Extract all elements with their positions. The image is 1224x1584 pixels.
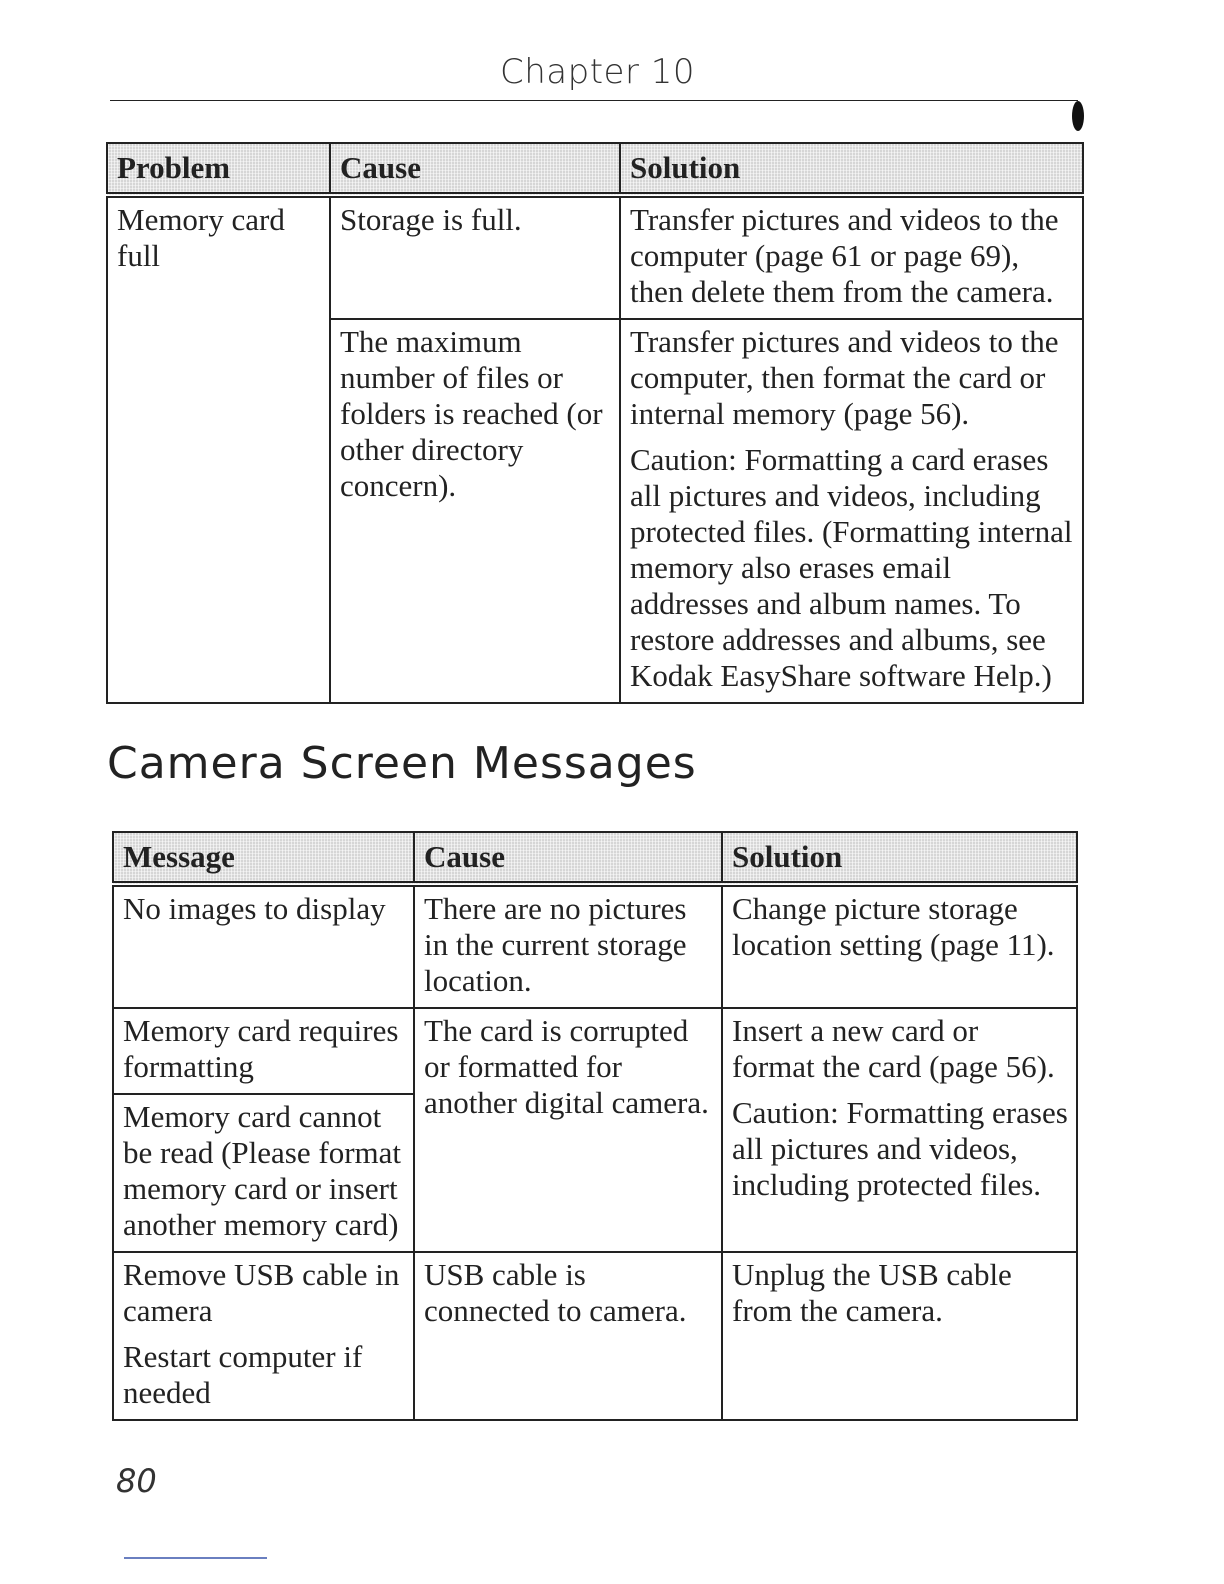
chapter-header <box>110 52 1085 132</box>
message-text: Remove USB cable in camera <box>123 1257 400 1328</box>
solution-text: Transfer pictures and videos to the computer (page 61 or page 69), then delete them from the camera. <box>630 202 1059 309</box>
cause-cell: There are no pictures in the current storage location. <box>414 884 722 1008</box>
solution-cell <box>620 195 1083 319</box>
solution-text: Insert a new card or format the card (page 56). <box>732 1013 1055 1084</box>
table-row <box>113 884 1077 1008</box>
message-text: Restart computer if needed <box>123 1339 363 1410</box>
cause-cell: Storage is full. <box>330 195 620 319</box>
problem-cell: Memory card full <box>107 195 330 703</box>
caution-text: Caution: Formatting erases all pictures and videos, including protected files. <box>732 1095 1068 1202</box>
page-number: 80 <box>116 1462 157 1500</box>
caution-text: Caution: Formatting a card erases all pictures and videos, including protected files. (Formatting internal memory also erases email addresses and album names. To restore addresses and albums, see Kodak EasyShare software Help.) <box>630 442 1073 693</box>
column-header-solution: Solution <box>620 143 1083 195</box>
table-header-row <box>107 143 1083 195</box>
message-cell: No images to display <box>113 884 414 1008</box>
table-header-row <box>113 832 1077 884</box>
solution-cell: Unplug the USB cable from the camera. <box>722 1252 1077 1420</box>
message-cell <box>113 1252 414 1420</box>
problems-table <box>106 142 1084 704</box>
cause-cell: USB cable is connected to camera. <box>414 1252 722 1420</box>
footer-rule <box>124 1557 267 1559</box>
column-header-message: Message <box>113 832 414 884</box>
section-title: Camera Screen Messages <box>107 738 697 789</box>
cause-cell: The card is corrupted or formatted for another digital camera. <box>414 1008 722 1252</box>
column-header-cause: Cause <box>330 143 620 195</box>
table-row <box>113 1008 1077 1094</box>
column-header-problem: Problem <box>107 143 330 195</box>
message-cell: Memory card cannot be read (Please format memory card or insert another memory card) <box>113 1094 414 1252</box>
chapter-title: Chapter 10 <box>499 52 695 92</box>
column-header-cause: Cause <box>414 832 722 884</box>
cause-cell: The maximum number of files or folders is reached (or other directory concern). <box>330 319 620 703</box>
table-row <box>113 1252 1077 1420</box>
solution-cell <box>722 1008 1077 1252</box>
table-row <box>107 195 1083 319</box>
column-header-solution: Solution <box>722 832 1077 884</box>
solution-cell: Change picture storage location setting (page 11). <box>722 884 1077 1008</box>
message-cell: Memory card requires formatting <box>113 1008 414 1094</box>
chapter-rule-icon <box>110 100 1085 132</box>
solution-cell <box>620 319 1083 703</box>
solution-text: Transfer pictures and videos to the computer, then format the card or internal memory (page 56). <box>630 324 1059 431</box>
messages-table <box>112 831 1078 1421</box>
